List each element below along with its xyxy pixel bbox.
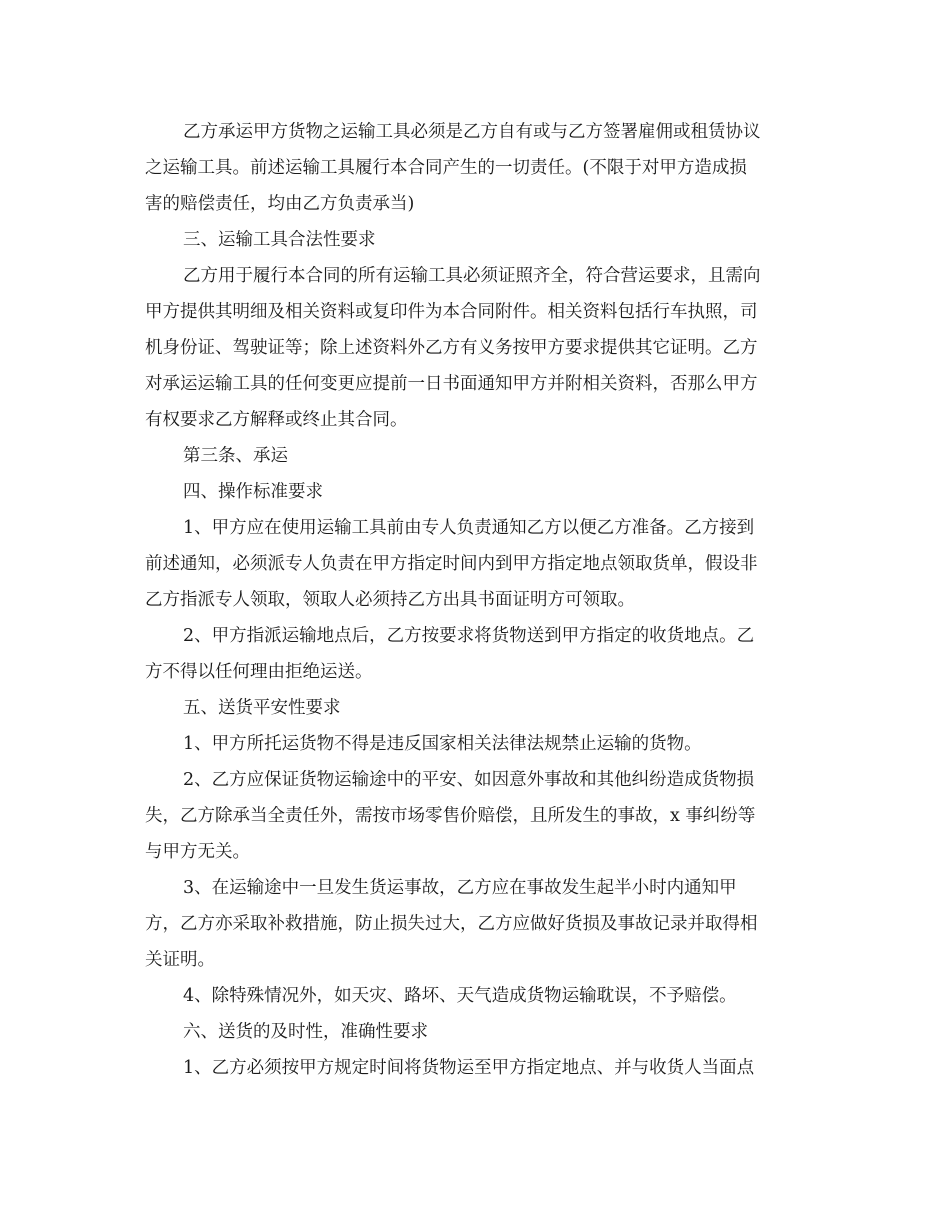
paragraph-line: 之运输工具。前述运输工具履行本合同产生的一切责任。(不限于对甲方造成损: [145, 158, 747, 178]
article-heading: 第三条、承运: [183, 446, 288, 466]
paragraph-line: 2、乙方应保证货物运输途中的平安、如因意外事故和其他纠纷造成货物损: [183, 770, 755, 790]
paragraph-line: 3、在运输途中一旦发生货运事故，乙方应在事故发生起半小时内通知甲: [183, 878, 737, 898]
paragraph-line: 1、甲方所托运货物不得是违反国家相关法律法规禁止运输的货物。: [183, 734, 702, 754]
paragraph-line: 方不得以任何理由拒绝运送。: [145, 662, 373, 682]
paragraph-line: 机身份证、驾驶证等；除上述资料外乙方有义务按甲方要求提供其它证明。乙方: [145, 338, 758, 358]
paragraph-line: 乙方指派专人领取，领取人必须持乙方出具书面证明方可领取。: [145, 590, 635, 610]
document-body: [145, 114, 805, 1086]
paragraph-line: 乙方承运甲方货物之运输工具必须是乙方自有或与乙方签署雇佣或租赁协议: [183, 122, 761, 142]
section-heading: 三、运输工具合法性要求: [183, 230, 376, 250]
section-heading: 五、送货平安性要求: [183, 698, 341, 718]
paragraph-line: 方，乙方亦采取补救措施，防止损失过大，乙方应做好货损及事故记录并取得相: [145, 914, 758, 934]
paragraph-line: 4、除特殊情况外，如天灾、路坏、天气造成货物运输耽误，不予赔偿。: [183, 986, 737, 1006]
paragraph-line: 1、甲方应在使用运输工具前由专人负责通知乙方以便乙方准备。乙方接到: [183, 518, 755, 538]
paragraph-line: 对承运运输工具的任何变更应提前一日书面通知甲方并附相关资料，否那么甲方: [145, 374, 758, 394]
paragraph-line: 有权要求乙方解释或终止其合同。: [145, 410, 408, 430]
paragraph-line: 1、乙方必须按甲方规定时间将货物运至甲方指定地点、并与收货人当面点: [183, 1058, 755, 1078]
paragraph-line: 关证明。: [145, 950, 215, 970]
paragraph-line: 害的赔偿责任，均由乙方负责承当): [145, 194, 415, 214]
paragraph-line: 前述通知，必须派专人负责在甲方指定时间内到甲方指定地点领取货单，假设非: [145, 554, 758, 574]
paragraph-line: 甲方提供其明细及相关资料或复印件为本合同附件。相关资料包括行车执照，司: [145, 302, 758, 322]
paragraph-line: 乙方用于履行本合同的所有运输工具必须证照齐全，符合营运要求，且需向: [183, 266, 761, 286]
section-heading: 四、操作标准要求: [183, 482, 323, 502]
paragraph-line: 失，乙方除承当全责任外，需按市场零售价赔偿，且所发生的事故，x 事纠纷等: [145, 806, 756, 826]
paragraph-line: 与甲方无关。: [145, 842, 250, 862]
section-heading: 六、送货的及时性，准确性要求: [183, 1022, 428, 1042]
paragraph-line: 2、甲方指派运输地点后，乙方按要求将货物送到甲方指定的收货地点。乙: [183, 626, 755, 646]
